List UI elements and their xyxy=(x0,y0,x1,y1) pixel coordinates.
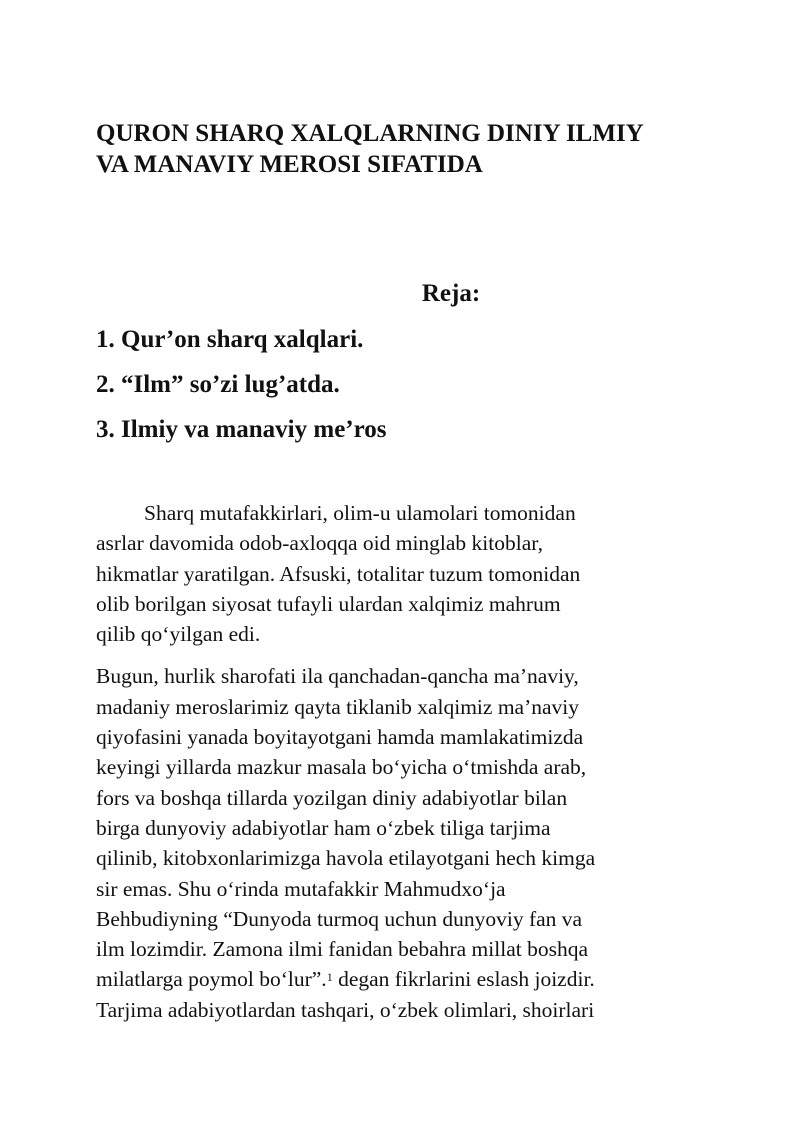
text-line: Sharq mutafakkirlari, olim-u ulamolari tomonidan xyxy=(144,501,576,525)
text-line: Bugun, hurlik sharofati ila qanchadan-qancha ma’naviy, xyxy=(96,664,579,689)
text-line: madaniy meroslarimiz qayta tiklanib xalqimiz ma’naviy xyxy=(96,694,580,719)
text-line-with-footnote xyxy=(96,964,708,994)
sentence-continuation: degan fikrlarini eslash joizdir. xyxy=(332,967,595,992)
document-page xyxy=(96,118,708,1025)
title-line: QURON SHARQ XALQLARNING DINIY ILMIY xyxy=(96,120,644,147)
plan-heading: Reja: xyxy=(421,280,481,307)
plan-item: 1. Qur’on sharq xalqlari. xyxy=(96,326,364,353)
text-line: asrlar davomida odob-axloqqa oid minglab kitoblar, xyxy=(96,531,543,556)
text-line: fors va boshqa tillarda yozilgan diniy adabiyotlar bilan xyxy=(96,785,568,810)
text-line: keyingi yillarda mazkur masala bo‘yicha o‘tmishda arab, xyxy=(96,755,587,780)
text-line: qiyofasini yanada boyitayotgani hamda mamlakatimizda xyxy=(96,725,584,750)
plan-item: 2. “Ilm” so’zi lug’atda. xyxy=(96,371,340,398)
text-line: hikmatlar yaratilgan. Afsuski, totalitar tuzum tomonidan xyxy=(96,561,581,586)
body-paragraph xyxy=(96,661,708,1025)
plan-item: 3. Ilmiy va manaviy me’ros xyxy=(96,416,387,443)
text-line: qilib qo‘yilgan edi. xyxy=(96,622,261,647)
plan-list xyxy=(96,326,708,444)
footnote-reference[interactable]: 1 xyxy=(326,970,333,985)
text-line: Behbudiyning “Dunyoda turmoq uchun dunyoviy fan va xyxy=(96,906,583,931)
document-title xyxy=(96,118,708,180)
text-line: Tarjima adabiyotlardan tashqari, o‘zbek olimlari, shoirlari xyxy=(96,997,595,1022)
text-line: birga dunyoviy adabiyotlar ham o‘zbek tiliga tarjima xyxy=(96,815,551,840)
text-line: olib borilgan siyosat tufayli ulardan xalqimiz mahrum xyxy=(96,591,561,616)
text-line: sir emas. Shu o‘rinda mutafakkir Mahmudxo‘ja xyxy=(96,876,506,901)
text-line: ilm lozimdir. Zamona ilmi fanidan bebahra millat boshqa xyxy=(96,937,588,962)
text-line: qilinib, kitobxonlarimizga havola etilayotgani hech kimga xyxy=(96,846,596,871)
quote-end-text: milatlarga poymol bo‘lur”. xyxy=(96,967,327,992)
title-line: VA MANAVIY MEROSI SIFATIDA xyxy=(96,151,483,178)
body-paragraph xyxy=(96,498,708,649)
